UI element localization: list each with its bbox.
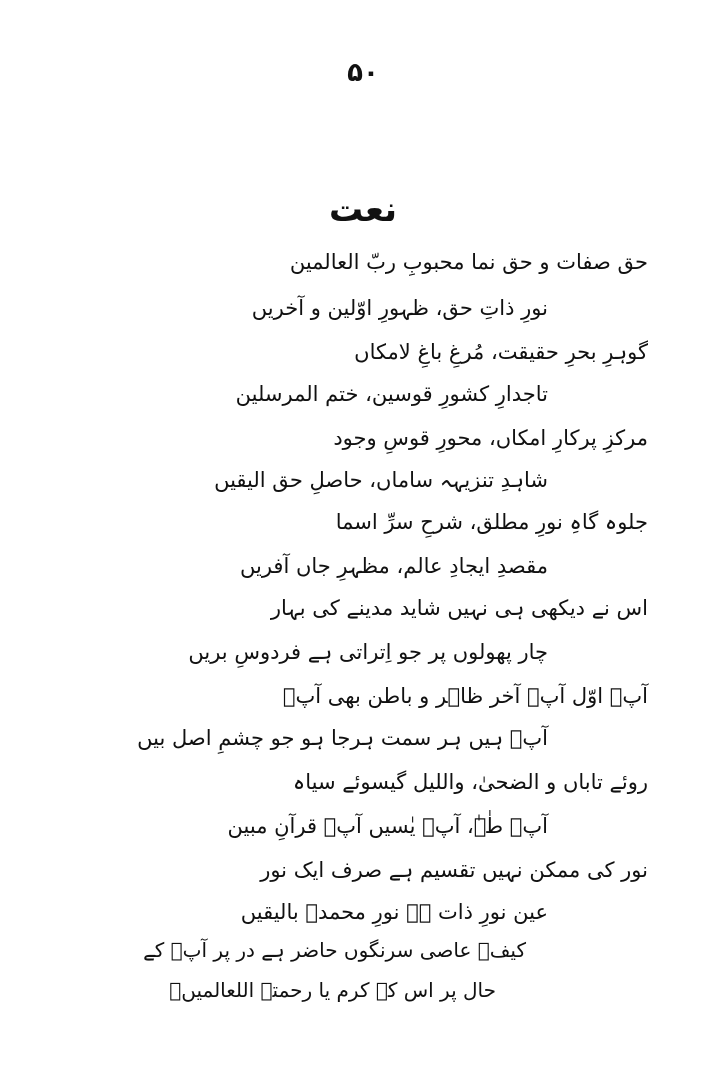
closing-verse-line: حال پر اس کے کرم یا رحمتہ اللعالمیںؐ — [169, 978, 496, 1002]
verse-line: چار پھولوں پر جو اِتراتی ہے فردوسِ بریں — [188, 640, 548, 664]
page-number: ۵۰ — [347, 58, 379, 88]
verse-line: روئے تاباں و الضحیٰ، واللیل گیسوئے سیاہ — [292, 770, 648, 794]
verse-line: مقصدِ ایجادِ عالم، مظہرِ جاں آفریں — [239, 554, 548, 578]
verse-line: تاجدارِ کشورِ قوسین، ختم المرسلین — [235, 382, 548, 406]
verse-line: آپؐ ہیں ہر سمت ہرجا ہو جو چشمِ اصل بیں — [137, 726, 548, 750]
verse-line: شاہدِ تنزیہہ ساماں، حاصلِ حق الیقیں — [214, 468, 548, 492]
verse-line: آپؐ اوّل آپؐ آخر ظاہر و باطن بھی آپؐ — [282, 684, 648, 708]
poem-title: نعت — [329, 190, 397, 230]
verse-line: نور کی ممکن نہیں تقسیم ہے صرف ایک نور — [260, 858, 648, 882]
verse-line: گوہرِ بحرِ حقیقت، مُرغِ باغِ لامکاں — [354, 340, 648, 364]
verse-line: اس نے دیکھی ہی نہیں شاید مدینے کی بہار — [270, 596, 648, 620]
verse-line: نورِ ذاتِ حق، ظہورِ اوّلین و آخریں — [251, 296, 548, 320]
verse-line: مرکزِ پرکارِ امکاں، محورِ قوسِ وجود — [333, 426, 648, 450]
verse-line: حق صفات و حق نما محبوبِ ربّ العالمین — [289, 250, 648, 274]
verse-line: عین نورِ ذات ہے نورِ محمدؐ بالیقیں — [240, 900, 548, 924]
verse-line: جلوہ گاہِ نورِ مطلق، شرحِ سرِّ اسما — [335, 510, 648, 534]
closing-verse-line: کیفؔ عاصی سرنگوں حاضر ہے در پر آپؐ کے — [143, 938, 526, 962]
verse-line: آپؐ طٰہٰ، آپؐ یٰسیں آپؐ قرآنِ مبین — [227, 814, 548, 838]
